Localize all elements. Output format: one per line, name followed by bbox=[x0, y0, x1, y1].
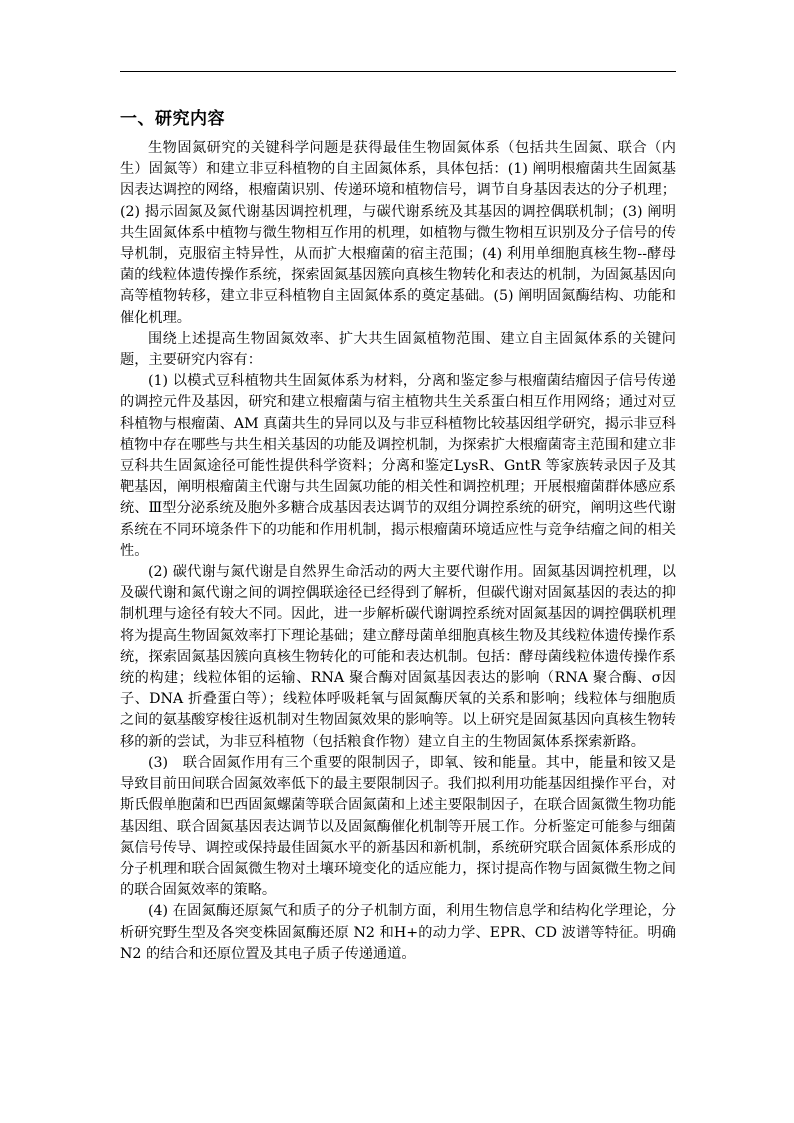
intro-paragraph: 生物固氮研究的关键科学问题是获得最佳生物固氮体系（包括共生固氮、联合（内生）固氮等）和建立非豆科植物的自主固氮体系，具体包括：(1) 阐明根瘤菌共生固氮基因表达调控的网络，根瘤菌识别、传递环境和植物信号，调节自身基因表达的分子机理；(2) 揭示固氮及氮代谢基因调控机理，与碳代谢系统及其基因的调控偶联机制；(3) 阐明共生固氮体系中植物与微生物相互作用的机理，如植物与微生物相互识别及分子信号的传导机制，克服宿主特异性，从而扩大根瘤菌的宿主范围；(4) 利用单细胞真核生物--酵母菌的线粒体遗传操作系统，探索固氮基因簇向真核生物转化和表达的机制，为固氮基因向高等植物转移，建立非豆科植物自主固氮体系的奠定基础。(5) 阐明固氮酶结构、功能和催化机理。 bbox=[120, 140, 676, 326]
research-overview-paragraph: 围绕上述提高生物固氮效率、扩大共生固氮植物范围、建立自主固氮体系的关键问题，主要研究内容有： bbox=[120, 330, 676, 369]
section-heading: 一、研究内容 bbox=[120, 109, 225, 129]
research-item-3: (3) 联合固氮作用有三个重要的限制因子，即氧、铵和能量。其中，能量和铵又是导致目前田间联合固氮效率低下的最主要限制因子。我们拟利用功能基因组操作平台，对斯氏假单胞菌和巴西固氮螺菌等联合固氮菌和上述主要限制因子，在联合固氮微生物功能基因组、联合固氮基因表达调节以及固氮酶催化机制等开展工作。分析鉴定可能参与细菌氮信号传导、调控或保持最佳固氮水平的新基因和新机制，系统研究联合固氮体系形成的分子机理和联合固氮微生物对土壤环境变化的适应能力，探讨提高作物与固氮微生物之间的联合固氮效率的策略。 bbox=[120, 754, 676, 899]
header-rule bbox=[120, 71, 676, 72]
research-item-4: (4) 在固氮酶还原氮气和质子的分子机制方面，利用生物信息学和结构化学理论，分析研究野生型及各突变株固氮酶还原 N2 和H+的动力学、EPR、CD 波谱等特征。明确 N2 的结合和还原位置及其电子质子传递通道。 bbox=[120, 903, 676, 962]
research-item-1: (1) 以模式豆科植物共生固氮体系为材料，分离和鉴定参与根瘤菌结瘤因子信号传递的调控元件及基因，研究和建立根瘤菌与宿主植物共生关系蛋白相互作用网络；通过对豆科植物与根瘤菌、AM 真菌共生的异同以及与非豆科植物比较基因组学研究，揭示非豆科植物中存在哪些与共生相关基因的功能及调控机制，为探索扩大根瘤菌寄主范围和建立非豆科共生固氮途径可能性提供科学资料；分离和鉴定LysR、GntR 等家族转录因子及其靶基因，阐明根瘤菌主代谢与共生固氮功能的相关性和调控机理；开展根瘤菌群体感应系统、Ⅲ型分泌系统及胞外多糖合成基因表达调节的双组分调控系统的研究，阐明这些代谢系统在不同环境条件下的功能和作用机制，揭示根瘤菌环境适应性与竞争结瘤之间的相关性。 bbox=[120, 373, 676, 559]
body-text bbox=[120, 138, 676, 965]
research-item-2: (2) 碳代谢与氮代谢是自然界生命活动的两大主要代谢作用。固氮基因调控机理，以及碳代谢和氮代谢之间的调控偶联途径已经得到了解析，但碳代谢对固氮基因的表达的抑制机理与途径有较大不同。因此，进一步解析碳代谢调控系统对固氮基因的调控偶联机理将为提高生物固氮效率打下理论基础；建立酵母菌单细胞真核生物及其线粒体遗传操作系统，探索固氮基因簇向真核生物转化的可能和表达机制。包括：酵母菌线粒体遗传操作系统的构建；线粒体钼的运输、RNA 聚合酶对固氮基因表达的影响（RNA 聚合酶、σ因子、DNA 折叠蛋白等）；线粒体呼吸耗氧与固氮酶厌氧的关系和影响；线粒体与细胞质之间的氨基酸穿梭往返机制对生物固氮效果的影响等。以上研究是固氮基因向真核生物转移的新的尝试，为非豆科植物（包括粮食作物）建立自主的生物固氮体系探索新路。 bbox=[120, 564, 676, 750]
